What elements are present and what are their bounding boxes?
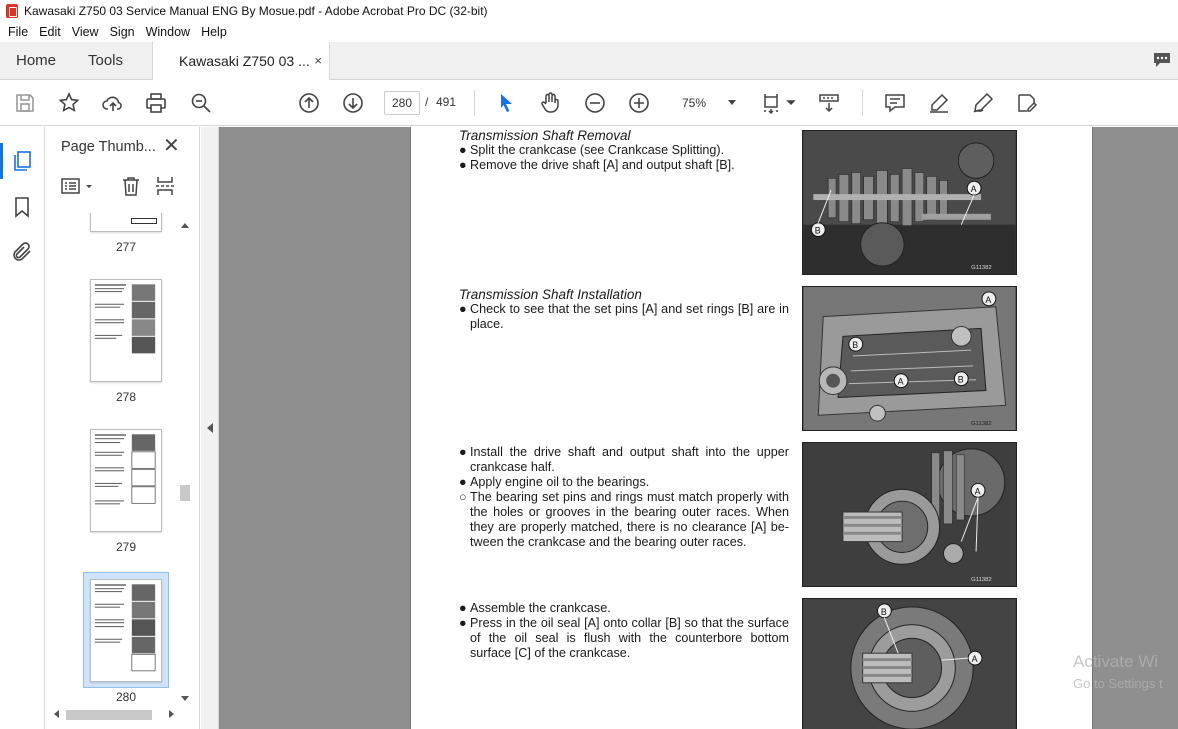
svg-text:B: B <box>957 374 964 385</box>
svg-text:A: A <box>985 294 992 305</box>
bullet: ● <box>459 475 467 489</box>
save-icon[interactable] <box>13 91 37 115</box>
scroll-left-icon[interactable] <box>54 710 59 718</box>
windows-activation-watermark <box>1073 651 1163 695</box>
thumbnail-preview <box>91 580 161 681</box>
scroll-right-icon[interactable] <box>169 710 174 718</box>
thumbnail-preview <box>91 430 161 531</box>
page-number-input[interactable]: 280 <box>384 91 420 115</box>
left-rail <box>0 127 45 729</box>
svg-text:B: B <box>852 340 859 351</box>
section-heading: Transmission Shaft Installation <box>459 287 642 302</box>
panel-toolbar <box>56 173 186 201</box>
panel-collapse-handle[interactable] <box>201 127 219 729</box>
thumbnail-horizontal-scrollbar[interactable] <box>52 707 178 721</box>
bullet-item <box>459 445 789 475</box>
panel-close-icon[interactable]: ✕ <box>163 135 180 157</box>
tab-home[interactable]: Home <box>16 52 57 69</box>
bullet-text: Split the crankcase (see Crankcase Splitting). <box>470 143 725 157</box>
tab-document[interactable] <box>152 42 330 81</box>
tab-tools[interactable]: Tools <box>88 52 124 69</box>
bullet-item <box>459 302 789 332</box>
hand-tool-icon[interactable] <box>538 91 562 115</box>
thumbnail-list <box>46 213 178 709</box>
page-thumbnail[interactable] <box>90 213 162 232</box>
page-thumbnails-panel <box>46 127 200 729</box>
section-assemble-crankcase <box>459 601 789 661</box>
menu-edit[interactable]: Edit <box>39 25 61 39</box>
section-heading: Transmission Shaft Removal <box>459 128 631 143</box>
bullet-text: Remove the drive shaft [A] and output shaft [B]. <box>470 158 735 172</box>
bullet-item <box>459 475 789 490</box>
next-page-icon[interactable] <box>341 91 365 115</box>
watermark-line2: Go to Settings t <box>1073 676 1163 691</box>
svg-text:G11382: G11382 <box>971 421 992 428</box>
main-toolbar <box>0 80 1178 126</box>
menu-view[interactable]: View <box>71 25 99 39</box>
bullet: ● <box>459 158 467 172</box>
bookmark-icon[interactable] <box>10 195 34 219</box>
svg-text:A: A <box>971 654 978 665</box>
previous-page-icon[interactable] <box>297 91 321 115</box>
page-thumbnails-icon[interactable] <box>10 149 34 173</box>
bullet-text: The bearing set pins and rings must match properly with the holes or grooves in the bearing outer races. When they are properly matched, there is no clearance [A] be-tween the crankcase and the bearing outer races. <box>470 490 789 549</box>
section-install-shafts <box>459 445 789 550</box>
zoom-select[interactable] <box>672 91 744 115</box>
scroll-mode-icon[interactable] <box>817 91 841 115</box>
page-thumbnail[interactable] <box>90 429 162 532</box>
chevron-down-icon <box>728 100 736 105</box>
bullet: ● <box>459 302 467 316</box>
zoom-in-icon[interactable] <box>627 91 651 115</box>
menu-window[interactable]: Window <box>145 25 191 39</box>
bullet-item <box>459 143 789 158</box>
bullet-text: Install the drive shaft and output shaft into the upper crankcase half. <box>470 445 789 474</box>
bullet-text: Apply engine oil to the bearings. <box>470 475 650 489</box>
comment-icon[interactable] <box>883 91 907 115</box>
page-thumbnail-current[interactable] <box>90 579 162 682</box>
bullet-item <box>459 158 789 173</box>
scrollbar-thumb[interactable] <box>66 710 152 720</box>
draw-pen-icon[interactable] <box>971 91 995 115</box>
fill-sign-icon[interactable] <box>1015 91 1039 115</box>
zoom-value: 75% <box>682 96 707 110</box>
thumbnail-label: 278 <box>115 390 137 404</box>
thumbnail-label: 279 <box>115 540 137 554</box>
tab-close-icon[interactable]: × <box>314 53 322 68</box>
print-icon[interactable] <box>144 91 168 115</box>
tab-document-label: Kawasaki Z750 03 ... <box>179 53 310 69</box>
photo-bearing-clearance <box>802 442 1017 587</box>
document-view[interactable] <box>201 127 1178 729</box>
toolbar-divider <box>474 90 475 116</box>
scrollbar-thumb[interactable] <box>180 485 190 501</box>
comment-bubble-icon[interactable] <box>1152 51 1172 69</box>
attachment-icon[interactable] <box>10 240 34 264</box>
svg-text:B: B <box>880 606 887 617</box>
menu-file[interactable]: File <box>8 25 29 39</box>
scroll-up-icon[interactable] <box>181 223 189 228</box>
bullet: ○ <box>459 490 467 504</box>
bullet-item <box>459 616 789 661</box>
delete-trash-icon[interactable] <box>120 175 142 197</box>
bullet-item <box>459 490 789 550</box>
svg-text:B: B <box>814 225 821 236</box>
thumbnail-vertical-scrollbar[interactable] <box>178 217 192 707</box>
zoom-search-icon[interactable] <box>189 91 213 115</box>
pdf-page <box>410 127 1093 729</box>
scroll-down-icon[interactable] <box>181 696 189 701</box>
bullet-text: Assemble the crankcase. <box>470 601 611 615</box>
photo-transmission-shafts <box>802 130 1017 275</box>
acrobat-app-icon <box>6 4 18 18</box>
svg-text:A: A <box>970 184 977 195</box>
highlight-pen-icon[interactable] <box>927 91 951 115</box>
thumbnail-preview <box>91 280 161 381</box>
section-shaft-removal <box>459 128 789 173</box>
svg-text:G11382: G11382 <box>971 577 992 584</box>
thumbnail-label: 277 <box>115 240 137 254</box>
panel-title: Page Thumb... <box>61 139 156 155</box>
extract-pages-icon[interactable] <box>154 175 176 197</box>
window-title: Kawasaki Z750 03 Service Manual ENG By Mosue.pdf - Adobe Acrobat Pro DC (32-bit) <box>24 4 488 18</box>
bullet: ● <box>459 601 467 615</box>
photo-oil-seal <box>802 598 1017 729</box>
upload-cloud-icon[interactable] <box>101 91 125 115</box>
menu-bar <box>0 22 1178 42</box>
menu-help[interactable]: Help <box>201 25 227 39</box>
svg-text:G11382: G11382 <box>971 265 992 272</box>
page-total: 491 <box>436 95 457 109</box>
collapse-left-icon <box>207 423 213 433</box>
title-bar <box>0 0 1178 22</box>
tab-bar <box>0 42 1178 80</box>
bullet-text: Check to see that the set pins [A] and set rings [B] are in place. <box>470 302 789 331</box>
thumb-graphic <box>131 218 157 224</box>
thumbnail-options-icon[interactable] <box>60 175 94 197</box>
svg-text:A: A <box>897 376 904 387</box>
page-fit-icon[interactable] <box>762 91 796 115</box>
bullet: ● <box>459 616 467 630</box>
zoom-out-icon[interactable] <box>583 91 607 115</box>
select-cursor-icon[interactable] <box>494 91 518 115</box>
page-thumbnail[interactable] <box>90 279 162 382</box>
section-shaft-installation <box>459 287 789 332</box>
svg-text:A: A <box>974 486 981 497</box>
bullet: ● <box>459 143 467 157</box>
menu-sign[interactable]: Sign <box>109 25 135 39</box>
toolbar-divider <box>862 90 863 116</box>
photo-set-pins-rings <box>802 286 1017 431</box>
bullet: ● <box>459 445 467 459</box>
bullet-item <box>459 601 789 616</box>
thumbnail-label: 280 <box>115 690 137 704</box>
watermark-line1: Activate Wi <box>1073 652 1159 671</box>
bookmark-star-icon[interactable] <box>57 91 81 115</box>
page-separator: / <box>425 95 429 109</box>
bullet-text: Press in the oil seal [A] onto collar [B] so that the surface of the oil seal is flush with the counterbore bottom surface [C] of the crankcase. <box>470 616 789 660</box>
